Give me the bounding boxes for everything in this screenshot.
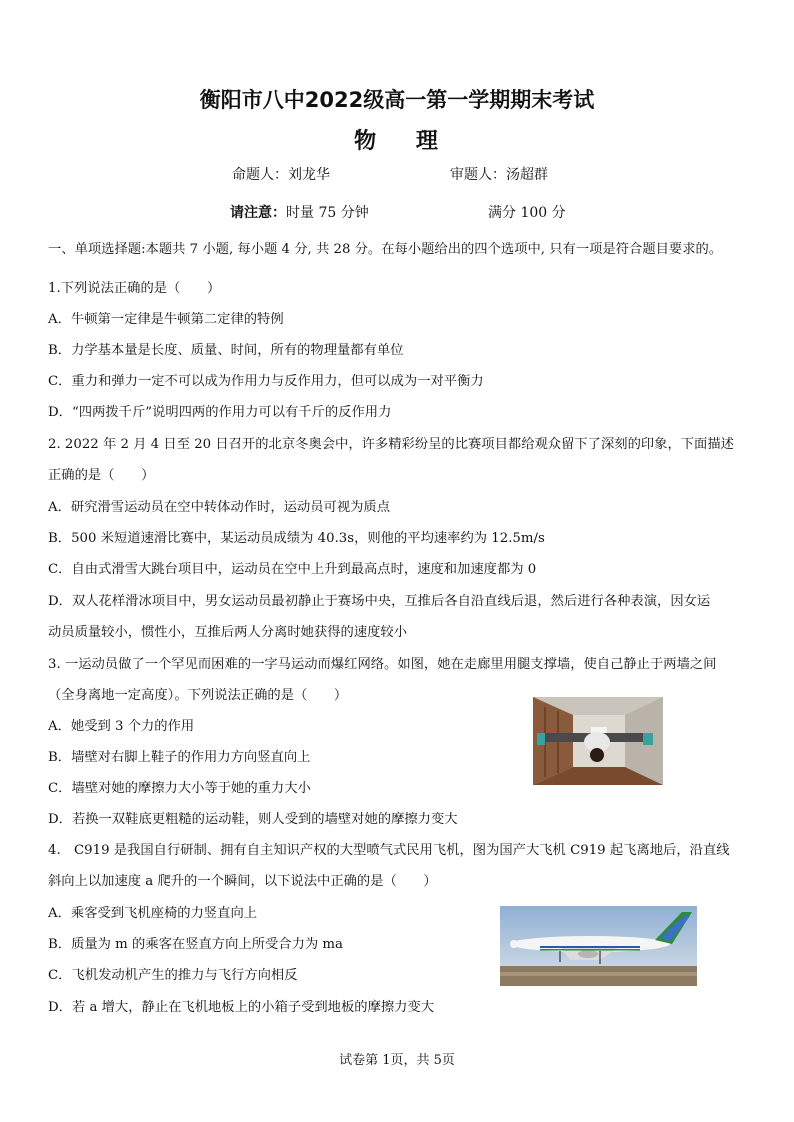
q3-option-d: D．若换一双鞋底更粗糙的运动鞋，则人受到的墙壁对她的摩擦力变大	[48, 812, 458, 827]
q4-option-c: C．飞机发动机产生的推力与飞行方向相反	[48, 968, 298, 983]
exam-title: 衡阳市八中2022级高一第一学期期末考试	[199, 88, 595, 112]
q4-option-b: B．质量为 m 的乘客在竖直方向上所受合力为 ma	[48, 937, 343, 952]
q4-stem-line1: 4. C919 是我国自行研制、拥有自主知识产权的大型喷气式民用飞机，图为国产大飞机 C919 起飞离地后，沿直线	[48, 843, 730, 858]
q3-option-a: A．她受到 3 个力的作用	[48, 719, 195, 734]
q2-option-d-line2: 动员质量较小，惯性小，互推后两人分离时她获得的速度较小	[48, 625, 408, 640]
notice-line	[230, 202, 369, 222]
q2-stem-line2: 正确的是（ ）	[48, 468, 155, 483]
q1-option-d: D．“四两拨千斤”说明四两的作用力可以有千斤的反作用力	[48, 405, 392, 420]
page-footer: 试卷第 1页，共 5页	[339, 1053, 455, 1068]
subject-char-2: 理	[415, 128, 440, 154]
q2-option-c: C．自由式滑雪大跳台项目中，运动员在空中上升到最高点时，速度和加速度都为 0	[48, 562, 537, 577]
q2-option-a: A．研究滑雪运动员在空中转体动作时，运动员可视为质点	[48, 500, 391, 515]
subject-char-1: 物	[354, 128, 379, 154]
q2-option-b: B．500 米短道速滑比赛中，某运动员成绩为 40.3s，则他的平均速率约为 12.5m/s	[48, 531, 545, 546]
setter: 命题人：刘龙华	[232, 167, 330, 183]
c919-airplane-photo	[500, 906, 697, 986]
q4-option-d: D．若 a 增大，静止在飞机地板上的小箱子受到地板的摩擦力变大	[48, 1000, 435, 1015]
subject-title	[0, 124, 794, 155]
q3-option-c: C．墙壁对她的摩擦力大小等于她的重力大小	[48, 781, 311, 796]
q3-stem-line1: 3. 一运动员做了一个罕见而困难的一字马运动而爆红网络。如图，她在走廊里用腿支撑墙，使自己静止于两墙之间	[48, 657, 717, 672]
q1-option-b: B．力学基本量是长度、质量、时间，所有的物理量都有单位	[48, 343, 404, 358]
q3-stem-line2: （全身离地一定高度）。下列说法正确的是（ ）	[48, 688, 348, 703]
notice-label: 请注意：	[230, 205, 286, 221]
reviewer: 审题人：汤超群	[450, 167, 548, 183]
q2-stem-line1: 2. 2022 年 2 月 4 日至 20 日召开的北京冬奥会中，许多精彩纷呈的比赛项目都给观众留下了深刻的印象，下面描述	[48, 437, 734, 452]
corridor-split-photo	[533, 697, 663, 785]
q1-option-c: C．重力和弹力一定不可以成为作用力与反作用力，但可以成为一对平衡力	[48, 374, 484, 389]
q4-option-a: A．乘客受到飞机座椅的力竖直向上	[48, 906, 258, 921]
q2-option-d-line1: D．双人花样滑冰项目中，男女运动员最初静止于赛场中央，互推后各自沿直线后退，然后进行各种表演，因女运	[48, 594, 711, 609]
q1-stem: 1.下列说法正确的是（ ）	[48, 281, 221, 296]
q1-option-a: A．牛顿第一定律是牛顿第二定律的特例	[48, 312, 284, 327]
time-limit: 时量 75 分钟	[286, 205, 369, 221]
full-score: 满分 100 分	[488, 205, 566, 221]
q3-option-b: B．墙壁对右脚上鞋子的作用力方向竖直向上	[48, 750, 311, 765]
q4-stem-line2: 斜向上以加速度 a 爬升的一个瞬间，以下说法中正确的是（ ）	[48, 874, 437, 889]
section-heading: 一、单项选择题:本题共 7 小题, 每小题 4 分, 共 28 分。在每小题给出的四个选项中, 只有一项是符合题目要求的。	[48, 242, 723, 257]
